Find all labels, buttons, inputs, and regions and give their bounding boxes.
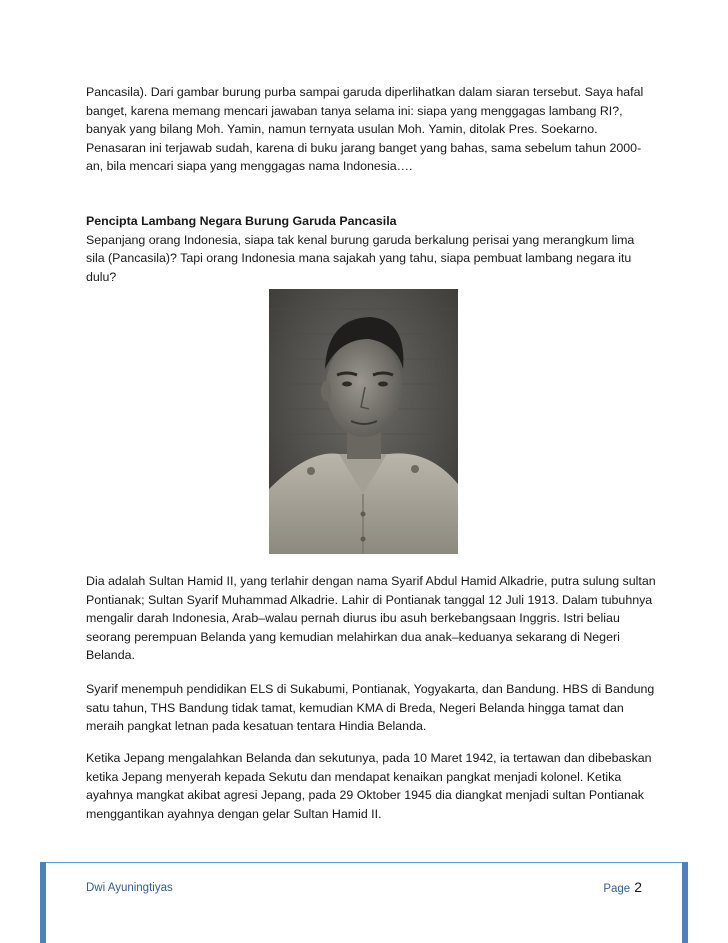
footer-divider: [40, 862, 688, 863]
footer-right-bar: [682, 862, 688, 943]
section-block: [86, 212, 656, 286]
portrait-illustration: [269, 289, 458, 554]
footer-left-bar: [40, 862, 46, 943]
page-number: 2: [634, 879, 642, 895]
section-heading: Pencipta Lambang Negara Burung Garuda Pancasila: [86, 214, 397, 228]
education-paragraph: Syarif menempuh pendidikan ELS di Sukabumi, Pontianak, Yogyakarta, dan Bandung. HBS di Bandung satu tahun, THS Bandung tidak tamat, kemudian KMA di Breda, Negeri Belanda hingga tamat dan meraih pangkat letnan pada kesatuan tentara Hindia Belanda.: [86, 682, 655, 734]
footer-author: Dwi Ayuningtiyas: [86, 882, 173, 894]
page-label: Page: [603, 883, 631, 895]
portrait-photo: [269, 289, 458, 554]
career-paragraph: Ketika Jepang mengalahkan Belanda dan sekutunya, pada 10 Maret 1942, ia tertawan dan dibebaskan ketika Jepang menyerah kepada Sekutu dan mendapat kenaikan pangkat menjadi kolonel. Ketika ayahnya mangkat akibat agresi Jepang, pada 29 Oktober 1945 dia diangkat menjadi sultan Pontianak menggantikan ayahnya dengan gelar Sultan Hamid II.: [86, 751, 652, 821]
intro-paragraph: Pancasila). Dari gambar burung purba sampai garuda diperlihatkan dalam siaran tersebut. Saya hafal banget, karena memang mencari jawaban tanya selama ini: siapa yang menggagas lambang RI?, banyak yang bilang Moh. Yamin, namun ternyata usulan Moh. Yamin, ditolak Pres. Soekarno. Penasaran ini terjawab sudah, karena di buku jarang banget yang bahas, sama sebelum tahun 2000-an, bila mencari siapa yang menggagas nama Indonesia….: [86, 85, 644, 174]
footer-page-indicator: [603, 879, 642, 895]
section-paragraph: Sepanjang orang Indonesia, siapa tak kenal burung garuda berkalung perisai yang merangkum lima sila (Pancasila)? Tapi orang Indonesia mana sajakah yang tahu, siapa pembuat lambang negara itu dulu?: [86, 232, 635, 284]
biography-paragraph: Dia adalah Sultan Hamid II, yang terlahir dengan nama Syarif Abdul Hamid Alkadrie, putra sulung sultan Pontianak; Sultan Syarif Muhammad Alkadrie. Lahir di Pontianak tanggal 12 Juli 1913. Dalam tubuhnya mengalir darah Indonesia, Arab–walau pernah diurus ibu asuh berkebangsaan Inggris. Istri beliau seorang perempuan Belanda yang kemudian melahirkan dua anak–keduanya sekarang di Negeri Belanda.: [86, 574, 656, 663]
